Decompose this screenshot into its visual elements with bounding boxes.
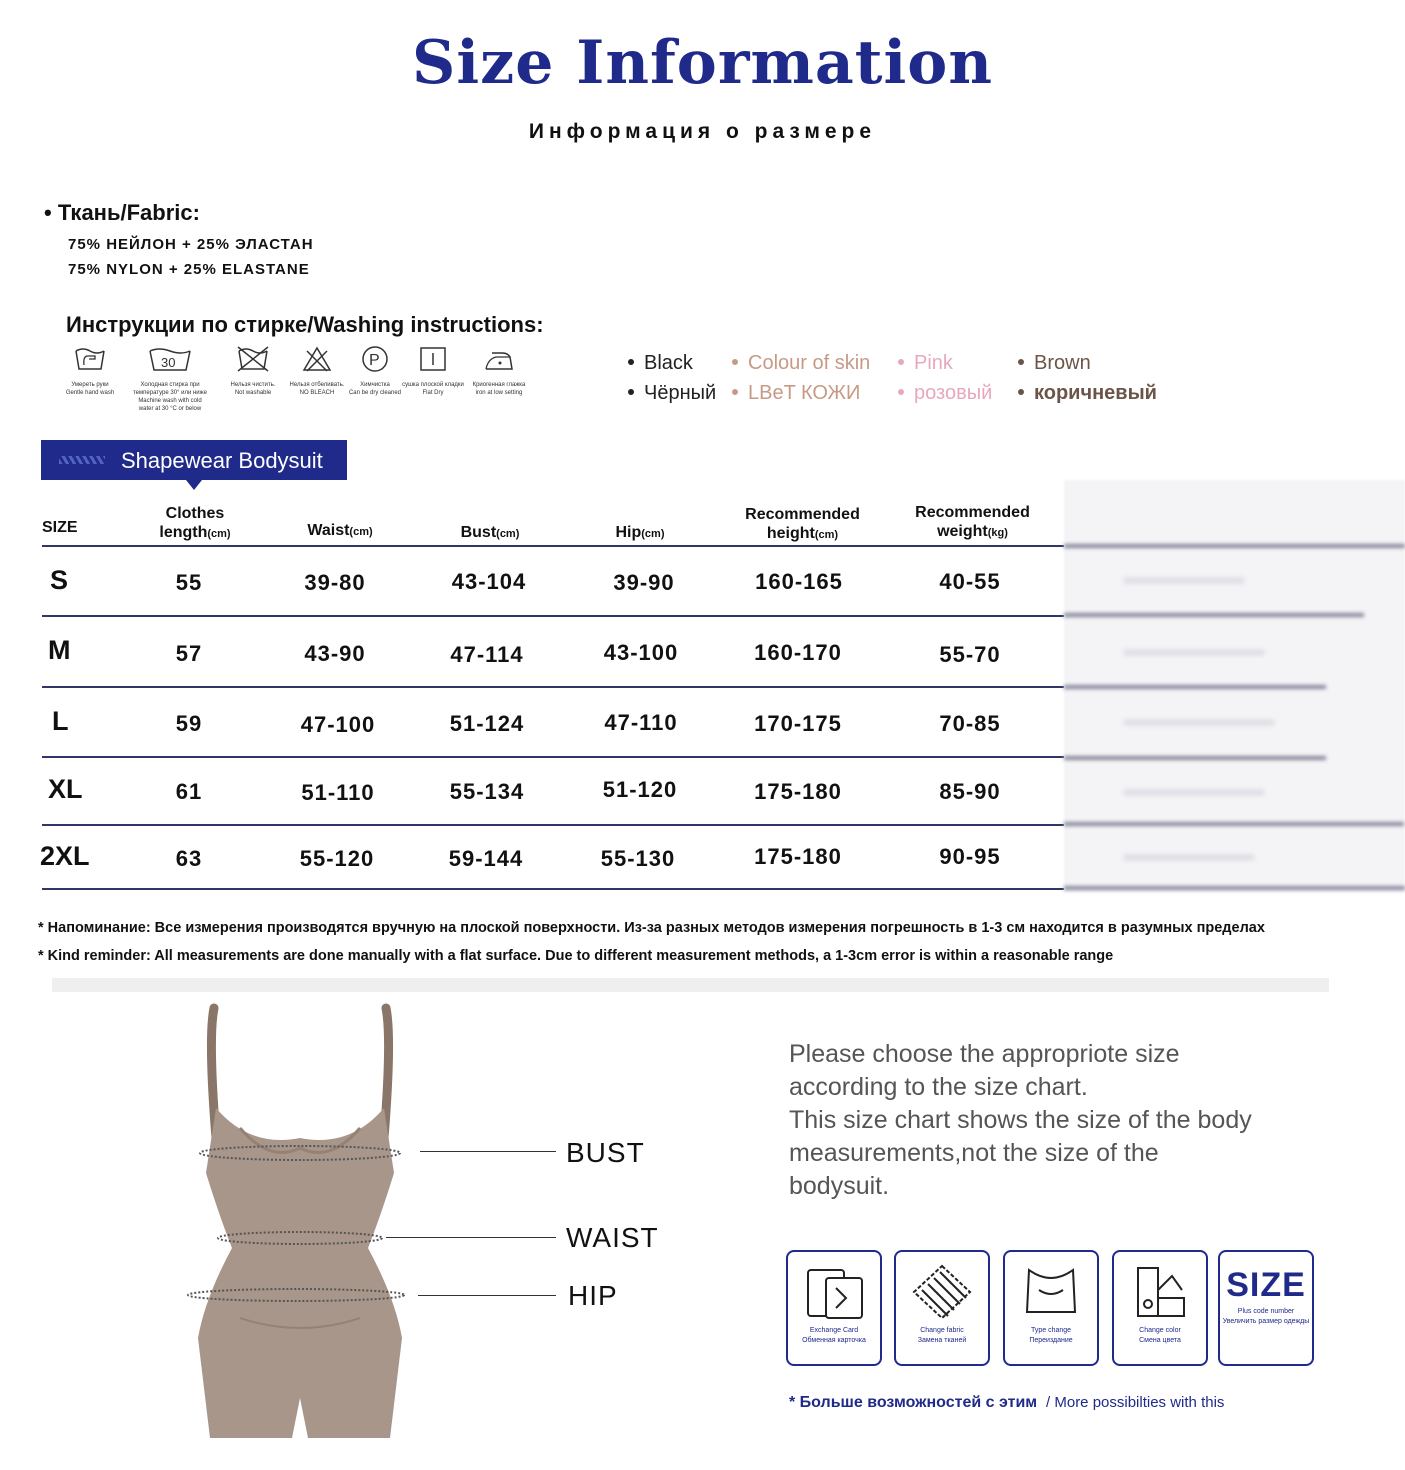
row-divider [42, 756, 1064, 758]
change-color-icon [1128, 1264, 1192, 1320]
cell-bust: 51-124 [449, 711, 525, 736]
bullet-icon [628, 389, 634, 395]
more-possibilities: * Больше возможностей с этим / More possibilties with this [789, 1394, 1225, 1411]
no-bleach-icon [302, 345, 332, 373]
bullet-icon [898, 359, 904, 365]
iron-low-icon [482, 345, 516, 373]
cell-waist: 51-110 [301, 780, 375, 805]
product-tag-label: Shapewear Bodysuit [121, 448, 323, 473]
cell-hip: 51-120 [602, 777, 678, 802]
size-number-icon: SIZE [1226, 1266, 1306, 1304]
wash-item: Нельзя чистить. Not washable [218, 345, 288, 397]
divider-band [52, 978, 1329, 992]
service-card-fabric: Change fabric Замена тканей [894, 1250, 990, 1366]
bullet-icon [732, 359, 738, 365]
cell-bust: 59-144 [448, 846, 524, 871]
cell-height: 170-175 [754, 711, 842, 736]
hip-pointer [418, 1295, 556, 1296]
cell-weight: 85-90 [939, 779, 1001, 804]
cell-weight: 70-85 [939, 711, 1001, 736]
header-hip: Hip(cm) [615, 524, 665, 541]
hand-wash-icon [73, 345, 107, 373]
header-size: SIZE [42, 519, 78, 536]
bullet-icon [1018, 389, 1024, 395]
change-fabric-icon [910, 1264, 974, 1320]
fabric-line-ru: 75% НЕЙЛОН + 25% ЭЛАСТАН [68, 236, 314, 253]
header-recommended-weight: Recommended weight(kg) [915, 504, 1030, 540]
cell-weight: 90-95 [939, 844, 1001, 869]
bust-label: BUST [566, 1137, 645, 1168]
wash-item: сушка плоской кладки Flat Dry [398, 345, 468, 397]
cell-length: 63 [175, 846, 203, 871]
wash-item: 30 Холодная стирка при температуре 30° или ниже Machine wash with cold water at 30 °C or below [132, 345, 208, 413]
row-divider [42, 888, 1064, 890]
svg-text:30: 30 [161, 355, 176, 370]
cell-hip: 47-110 [604, 710, 678, 735]
cell-waist: 43-90 [304, 641, 366, 666]
bullet-icon [898, 389, 904, 395]
cell-waist: 39-80 [304, 570, 366, 595]
bullet-icon [732, 389, 738, 395]
cell-bust: 47-114 [450, 642, 524, 667]
row-divider [42, 615, 1064, 617]
cell-weight: 55-70 [939, 642, 1001, 667]
row-divider [42, 545, 1064, 547]
wash-30-icon [147, 345, 193, 373]
tag-pointer [186, 480, 202, 490]
cell-length: 55 [175, 570, 203, 595]
fabric-heading: • Ткань/Fabric: [44, 200, 200, 225]
color-skin-en: Colour of skin [732, 352, 870, 375]
cell-bust: 55-134 [449, 779, 525, 804]
hip-label: HIP [568, 1280, 618, 1311]
color-pink-en: Pink [898, 352, 953, 375]
row-divider [42, 824, 1064, 826]
stripes-icon [59, 456, 105, 464]
cell-length: 61 [175, 779, 203, 804]
size-label: S [50, 565, 69, 595]
do-not-dry-clean-icon [235, 345, 271, 373]
product-tag [41, 440, 347, 480]
cell-waist: 47-100 [300, 712, 376, 737]
size-label: M [48, 635, 71, 665]
header-waist: Waist(cm) [307, 522, 373, 539]
washing-heading: Инструкции по стирке/Washing instructions: [66, 312, 544, 337]
header-recommended-height: Recommended height(cm) [745, 506, 860, 542]
bodysuit-image [180, 998, 420, 1458]
cell-hip: 43-100 [603, 640, 679, 665]
row-divider [42, 686, 1064, 688]
cell-waist: 55-120 [299, 846, 375, 871]
header-clothes-length: Clothes length(cm) [159, 505, 231, 541]
blurred-column [1064, 480, 1405, 892]
waist-label: WAIST [566, 1222, 659, 1253]
cell-length: 59 [175, 711, 203, 736]
cell-height: 175-180 [754, 779, 842, 804]
bullet-icon: • [44, 200, 58, 225]
wash-item: Нельзя отбеливать. NO BLEACH [282, 345, 352, 397]
wash-item: Умереть руки Gentle hand wash [55, 345, 125, 397]
wash-item: P Химчистка Can be dry cleaned [340, 345, 410, 397]
page-subtitle: Информация о размере [528, 120, 877, 143]
header-bust: Bust(cm) [460, 524, 520, 541]
color-brown-ru: коричневый [1018, 382, 1157, 405]
service-card-type: Type change Переиздание [1003, 1250, 1099, 1366]
cell-bust: 43-104 [451, 569, 527, 594]
size-label: XL [48, 774, 83, 804]
color-black-en: Black [628, 352, 693, 375]
reminder-ru: * Напоминание: Все измерения производятся вручную на плоской поверхности. Из-за разных методов измерения погрешность в 1-3 см находится в разумных пределах [38, 920, 1265, 936]
svg-text:P: P [369, 352, 380, 369]
service-card-size: SIZE Plus code number Увеличить размер одежды [1218, 1250, 1314, 1366]
color-black-ru: Чёрный [628, 382, 716, 405]
color-pink-ru: розовый [898, 382, 992, 405]
bullet-icon [628, 359, 634, 365]
reminder-en: * Kind reminder: All measurements are done manually with a flat surface. Due to different measurement methods, a 1-3cm error is within a reasonable range [38, 948, 1114, 964]
fabric-line-en: 75% NYLON + 25% ELASTANE [68, 261, 310, 278]
color-brown-en: Brown [1018, 352, 1091, 375]
dry-clean-p-icon [360, 345, 390, 373]
flat-dry-icon [418, 345, 448, 373]
type-change-icon [1019, 1264, 1083, 1320]
wash-item: Криогенная глажка iron at low setting [464, 345, 534, 397]
service-card-exchange: Exchange Card Обменная карточка [786, 1250, 882, 1366]
cell-height: 160-165 [755, 569, 843, 594]
cell-height: 175-180 [754, 844, 842, 869]
cell-hip: 39-90 [613, 570, 675, 595]
cell-length: 57 [175, 641, 203, 666]
size-label: 2XL [40, 841, 90, 871]
waist-pointer [386, 1237, 556, 1238]
bullet-icon [1018, 359, 1024, 365]
bust-pointer [420, 1151, 556, 1152]
service-card-color: Change color Смена цвета [1112, 1250, 1208, 1366]
size-label: L [52, 706, 69, 736]
cell-height: 160-170 [754, 640, 842, 665]
cell-weight: 40-55 [939, 569, 1001, 594]
size-advice: Please choose the appropriote size according to the size chart. This size chart shows the size of the body measurements,not the size of the bodysuit. [789, 1040, 1252, 1200]
exchange-card-icon [802, 1264, 866, 1320]
cell-hip: 55-130 [600, 846, 676, 871]
page-title: Size Information [412, 28, 993, 98]
color-skin-ru: LBeT КОЖИ [732, 382, 860, 405]
